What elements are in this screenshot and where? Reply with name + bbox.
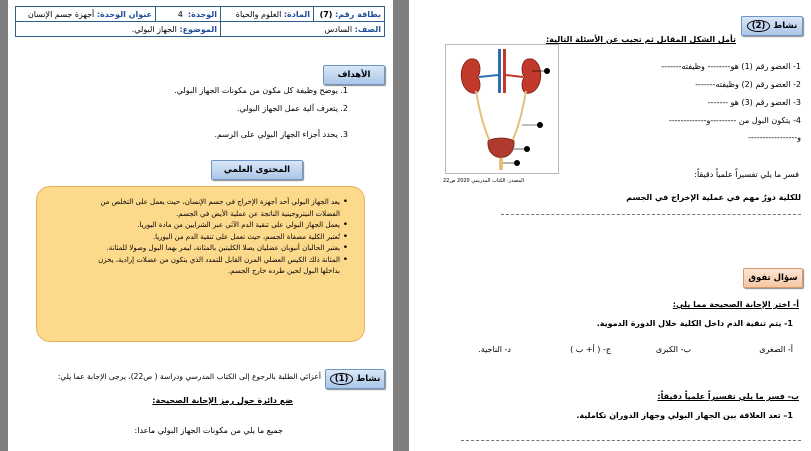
card-cell: بطاقة رقم: (7) (314, 7, 385, 22)
topic-cell: الموضوع: الجهاز البولي. (16, 22, 221, 37)
scientific-content-box (36, 186, 365, 342)
kidney-diagram-icon (446, 45, 558, 173)
content-item: • المثانة ذلك الكيس العضلي المرن القابل للتمدد الذي يتكون من عضلات إرادية، يخزن بداخلها البول لحين طرده خارج الجسم. (37, 255, 348, 278)
activity-2-question-4: 4- يتكون البول من ---------و------------- (669, 116, 801, 125)
header-table (15, 6, 385, 37)
excellence-part-b: ب- فسر ما يلي تفسيراً علمياً دقيقاً: (657, 392, 799, 401)
objective-3: 3. يحدد أجزاء الجهاز البولي على الرسم. (214, 130, 348, 139)
grade-cell: الصف: السادس (221, 22, 385, 37)
activity-2-instruction: تأمل الشكل المقابل ثم تجيب عن الأسئلة التالية: (545, 35, 736, 44)
activity-2-question-4-cont: و----------------- (748, 133, 801, 142)
activity-1-sub: ضع دائرة حول رمز الإجابة الصحيحة: (152, 396, 293, 405)
activity-2-question-3: 3- العضو رقم (3) هو ------- (707, 98, 801, 107)
unit-cell: الوحدة: 4 (156, 7, 221, 22)
scientific-content-heading: المحتوى العلمي (211, 160, 303, 180)
option-b: ب- الكبرى (655, 345, 691, 354)
option-d: د- الناجية. (478, 345, 511, 354)
answer-line (461, 440, 801, 441)
unit-title-cell: عنوان الوحدة: أجهزة جسم الإنسان (16, 7, 156, 22)
explain-prompt: فسر ما يلي تفسيراً علمياً دقيقاً: (694, 170, 799, 179)
excellence-part-a: أ- اختر الإجابة الصحيحة مما يلي: (672, 300, 799, 309)
activity-2-heading: نشاط (2) (741, 16, 803, 36)
excellence-question-1: 1- يتم تنقية الدم داخل الكلية خلال الدورة الدموية. (596, 319, 793, 328)
excellence-b-question-1: 1– تعد العلاقة بين الجهاز البولي وجهاز الدوران تكاملية. (576, 411, 793, 420)
activity-1-question: جميع ما يلي من مكونات الجهاز البولي ماعدا: (134, 426, 283, 435)
urinary-system-figure (445, 44, 559, 174)
answer-line (501, 214, 801, 215)
activity-1-instruction: أعزائي الطلبة بالرجوع إلى الكتاب المدرسي ودراسة ( ص22)، يرجى الإجابة عما يلي: (57, 372, 321, 381)
activity-1-heading: نشاط (1) (325, 369, 385, 389)
content-item: • يعد الجهاز البولي أحد أجهزة الإخراج في جسم الإنسان، حيث يعمل على التخلص من الفضلات النيتروجينية الناتجة عن عملية الأيض في الجسم. (37, 197, 348, 220)
objective-2: 2. يتعرف آلية عمل الجهاز البولي. (236, 104, 348, 113)
activity-2-question-1: 1- العضو رقم (1) هو-------- وظيفته------- (661, 62, 801, 71)
worksheet-page-right (409, 0, 811, 451)
objective-1: 1. يوضح وظيفة كل مكون من مكونات الجهاز البولي. (174, 86, 348, 95)
explain-item: للكلية دورٌ مهم في عملية الإخراج في الجسم (626, 193, 801, 202)
option-c: ج- ( أ+ ب ) (570, 345, 611, 354)
content-item: • يعتبر الحالبان أنبوبان عضليان يصلا الكليتين بالمثانة، ليمر بهما البول وصولا للمثانة. (37, 243, 348, 255)
subject-cell: المادة: العلوم والحياة (221, 7, 314, 22)
content-item: • تُعتبر الكلية مصفاة الجسم، حيث تعمل على تنقية الدم من اليوريا. (37, 232, 348, 244)
content-item: • يعمل الجهاز البولي على تنقية الدم الآتي عبر الشرايين من مادة اليوريا. (37, 220, 348, 232)
worksheet-page-left (8, 0, 393, 451)
figure-caption: المصدر: الكتاب المدرسي 2020 ص22 (443, 178, 524, 184)
objectives-heading: الأهداف (323, 65, 385, 85)
excellence-question-heading: سؤال تفوق (743, 268, 803, 288)
activity-2-question-2: 2- العضو رقم (2) وظيفته------- (695, 80, 801, 89)
option-a: أ- الصغرى (759, 345, 793, 354)
